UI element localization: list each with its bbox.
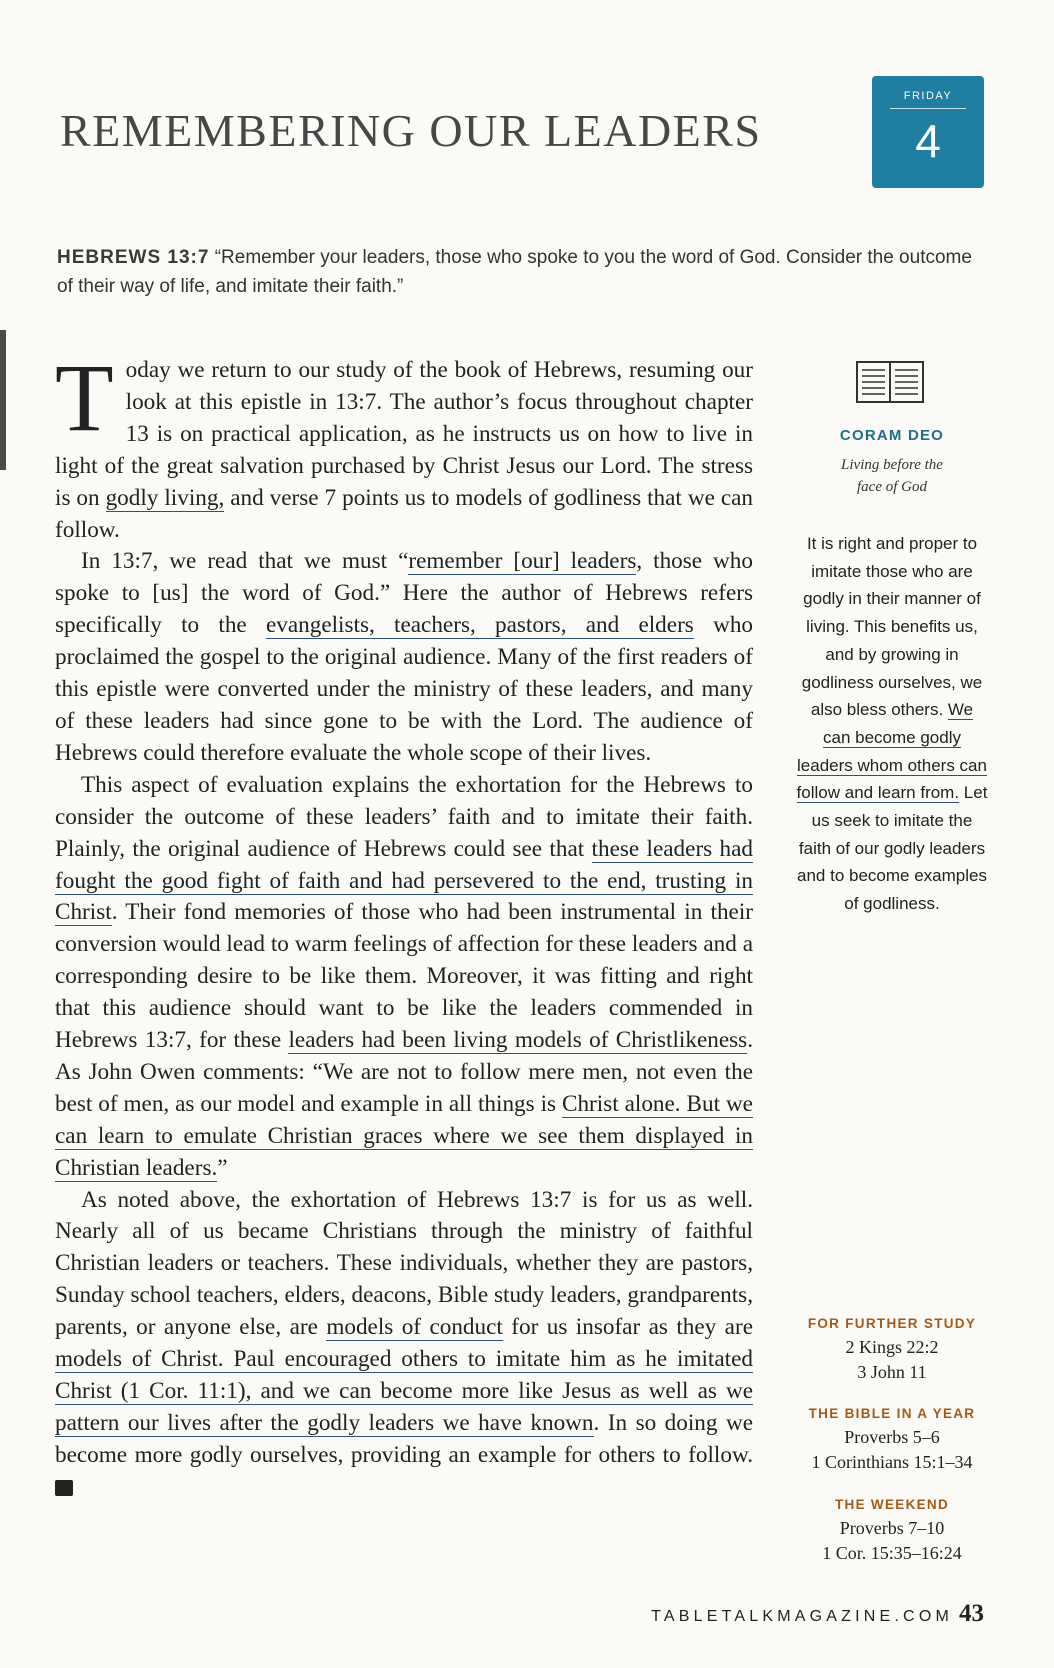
underlined-phrase: models of conduct bbox=[326, 1314, 503, 1341]
further-study-section bbox=[796, 1316, 988, 1385]
open-book-icon bbox=[855, 358, 925, 406]
underlined-phrase: godly living, bbox=[105, 484, 225, 511]
underlined-phrase: remember [our] leaders bbox=[408, 548, 637, 575]
scripture-verse bbox=[57, 243, 987, 301]
day-name: FRIDAY bbox=[890, 90, 966, 109]
paragraph-3: This aspect of evaluation explains the exhortation for the Hebrews to consider the outcome of these leaders’ faith and to imitate their faith. Plainly, the original audience of Hebrews could see that these leaders had fought the good fight of faith and had persevered to the end, trusting in Christ. Their fond memories of those who had been instrumental in their conversion would lead to warm feelings of affection for these leaders and a corresponding desire to be like them. Moreover, it was fitting and right that this audience should want to be like the leaders commended in Hebrews 13:7, for these leaders had been living models of Christlikeness. As John Owen comments: “We are not to follow mere men, not even the best of men, as our model and example in all things is Christ alone. But we can learn to emulate Christian graces where we see them displayed in Christian leaders.” bbox=[55, 771, 754, 1181]
paragraph-4: As noted above, the exhortation of Hebrews 13:7 is for us as well. Nearly all of us became Christians through the ministry of faithful Christian leaders or teachers. These individuals, whether they are pastors, Sunday school teachers, elders, deacons, Bible study leaders, grandparents, parents, or anyone else, are models of conduct for us insofar as they are models of Christ. Paul encouraged others to imitate him as he imitated Christ (1 Cor. 11:1), and we can become more like Jesus as well as we pattern our lives after the godly leaders we have known. In so doing we become more godly ourselves, providing an example for others to follow. T bbox=[55, 1186, 753, 1496]
bible-in-a-year-title: THE BIBLE IN A YEAR bbox=[808, 1406, 976, 1421]
reading-reference: 1 Corinthians 15:1–34 bbox=[811, 1452, 973, 1472]
underlined-phrase: leaders had been living models of Christlikeness bbox=[288, 1027, 748, 1054]
page-footer bbox=[651, 1600, 984, 1628]
bible-in-a-year-section bbox=[796, 1406, 988, 1475]
page-edge-shadow bbox=[0, 330, 6, 470]
page-number: 43 bbox=[959, 1600, 984, 1627]
verse-text: “Remember your leaders, those who spoke to you the word of God. Consider the outcome of their way of life, and imitate their faith.” bbox=[57, 247, 972, 297]
day-badge bbox=[872, 76, 984, 188]
article-body bbox=[55, 344, 754, 1504]
study-reference: 2 Kings 22:2 bbox=[845, 1337, 939, 1357]
paragraph-1: Today we return to our study of the book of Hebrews, resuming our look at this epistle in 13:7. The author’s focus throughout chapter 13 is on practical application, as he instructs us on how to live in light of the great salvation purchased by Christ Jesus our Lord. The stress is on godly living, and verse 7 points us to models of godliness that we can follow. bbox=[55, 344, 753, 543]
drop-cap: T bbox=[55, 344, 114, 451]
coram-deo-title: CORAM DEO bbox=[839, 427, 945, 444]
reading-reference: Proverbs 7–10 bbox=[839, 1518, 945, 1538]
underlined-phrase: these leaders had fought the good fight of faith and had persevered to the end, trusting in Christ bbox=[55, 835, 754, 926]
reading-reference: Proverbs 5–6 bbox=[844, 1427, 940, 1447]
verse-reference: HEBREWS 13:7 bbox=[57, 247, 210, 268]
page-title: REMEMBERING OUR LEADERS bbox=[60, 105, 762, 156]
end-mark-icon: T bbox=[55, 1480, 73, 1496]
weekend-title: THE WEEKEND bbox=[834, 1497, 950, 1512]
underlined-phrase: We can become godly leaders whom others can follow and learn from. bbox=[796, 700, 987, 803]
weekend-section bbox=[796, 1497, 988, 1566]
further-study-title: FOR FURTHER STUDY bbox=[807, 1316, 977, 1331]
day-number: 4 bbox=[915, 115, 941, 167]
coram-deo-subtitle: Living before the face of God bbox=[841, 457, 943, 495]
underlined-phrase: Christ alone. But we can learn to emulate Christian graces where we see them displayed in Christian leaders. bbox=[55, 1090, 753, 1181]
paragraph-2: In 13:7, we read that we must “remember [our] leaders, those who spoke to [us] the word of God.” Here the author of Hebrews refers specifically to the evangelists, teachers, pastors, and elders who proclaimed the gospel to the original audience. Many of the first readers of this epistle were converted under the ministry of these leaders, and many of these leaders had since gone to be with the Lord. The audience of Hebrews could therefore evaluate the whole scope of their lives. bbox=[55, 548, 754, 766]
coram-deo-text: It is right and proper to imitate those who are godly in their manner of living. This benefits us, and by growing in godliness ourselves, we also bless others. We can become godly leaders whom others can follow and learn from. Let us seek to imitate the faith of our godly leaders and to become examples of godliness. bbox=[796, 534, 988, 914]
footer-site: TABLETALKMAGAZINE.COM bbox=[651, 1608, 953, 1625]
study-reference: 3 John 11 bbox=[857, 1362, 927, 1382]
underlined-phrase: evangelists, teachers, pastors, and elders bbox=[265, 612, 694, 639]
reading-reference: 1 Cor. 15:35–16:24 bbox=[822, 1543, 962, 1563]
underlined-phrase: models of Christ. Paul encouraged others to imitate him as he imitated Christ (1 Cor. 11:1), and we can become more like Jesus as well as we pattern our lives after the godly leaders we have known bbox=[55, 1346, 753, 1436]
